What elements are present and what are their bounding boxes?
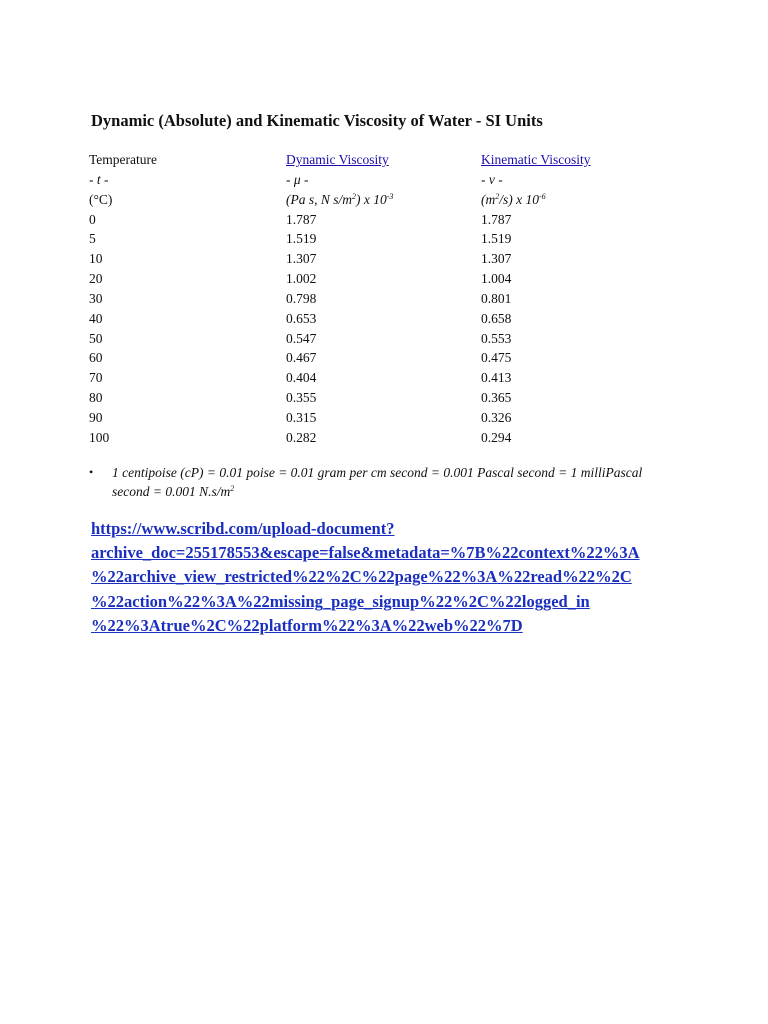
symbol-temperature: - t - xyxy=(89,171,109,187)
cell-temperature: 50 xyxy=(89,330,103,346)
cell-dynamic-viscosity: 1.307 xyxy=(286,251,317,267)
cell-kinematic-viscosity: 0.553 xyxy=(481,330,512,346)
table-row xyxy=(89,388,631,408)
cell-temperature: 0 xyxy=(89,211,96,227)
cell-kinematic-viscosity: 1.787 xyxy=(481,211,512,227)
bullet-icon: • xyxy=(89,465,94,479)
cell-dynamic-viscosity: 0.315 xyxy=(286,409,317,425)
unit-kinematic-square: 2 xyxy=(495,191,500,201)
cell-temperature: 20 xyxy=(89,271,103,287)
unit-temperature: (°C) xyxy=(89,191,113,207)
link-line[interactable]: %22archive_view_restricted%22%2C%22page%22%3A%22read%22%2C xyxy=(91,567,632,587)
table-header-row xyxy=(89,150,631,170)
cell-kinematic-viscosity: 0.658 xyxy=(481,310,512,326)
table-row xyxy=(89,249,631,269)
cell-temperature: 10 xyxy=(89,251,103,267)
cell-temperature: 5 xyxy=(89,231,96,247)
cell-dynamic-viscosity: 1.002 xyxy=(286,271,317,287)
cell-temperature: 70 xyxy=(89,370,103,386)
cell-dynamic-viscosity: 0.282 xyxy=(286,429,317,445)
unit-dynamic-after: ) x 10 xyxy=(356,191,387,207)
table-row xyxy=(89,329,631,349)
kinematic-viscosity-link[interactable]: Kinematic Viscosity xyxy=(481,152,591,167)
cell-kinematic-viscosity: 0.475 xyxy=(481,350,512,366)
cell-kinematic-viscosity: 1.307 xyxy=(481,251,512,267)
cell-temperature: 90 xyxy=(89,409,103,425)
table-unit-row xyxy=(89,190,631,210)
symbol-kinematic: - ν - xyxy=(481,171,503,187)
table-symbol-row xyxy=(89,170,631,190)
table-row xyxy=(89,309,631,329)
scribd-upload-link[interactable] xyxy=(91,517,691,638)
cell-kinematic-viscosity: 0.365 xyxy=(481,390,512,406)
cell-temperature: 100 xyxy=(89,429,110,445)
cell-dynamic-viscosity: 0.798 xyxy=(286,290,317,306)
unit-dynamic xyxy=(286,190,481,210)
unit-kinematic-exponent: -6 xyxy=(539,191,546,201)
link-line[interactable]: %22action%22%3A%22missing_page_signup%22%2C%22logged_in xyxy=(91,591,590,611)
symbol-dynamic: - μ - xyxy=(286,171,309,187)
cell-temperature: 80 xyxy=(89,390,103,406)
conversion-note xyxy=(89,463,672,501)
cell-kinematic-viscosity: 1.004 xyxy=(481,271,512,287)
document-title: Dynamic (Absolute) and Kinematic Viscosity of Water - SI Units xyxy=(91,111,543,130)
cell-dynamic-viscosity: 0.355 xyxy=(286,390,317,406)
cell-kinematic-viscosity: 0.413 xyxy=(481,370,512,386)
cell-dynamic-viscosity: 1.787 xyxy=(286,211,317,227)
cell-temperature: 60 xyxy=(89,350,103,366)
unit-kinematic-main: (m xyxy=(481,191,496,207)
conversion-note-square: 2 xyxy=(230,484,235,493)
cell-dynamic-viscosity: 0.467 xyxy=(286,350,317,366)
conversion-note-text: 1 centipoise (cP) = 0.01 poise = 0.01 gram per cm second = 0.001 Pascal second = 1 milliPascal second = 0.001 N.s/m xyxy=(112,465,643,499)
link-line[interactable]: https://www.scribd.com/upload-document? xyxy=(91,519,395,538)
table-row xyxy=(89,229,631,249)
dynamic-viscosity-link[interactable]: Dynamic Viscosity xyxy=(286,152,389,167)
unit-kinematic-after: /s) x 10 xyxy=(499,191,539,207)
cell-dynamic-viscosity: 0.653 xyxy=(286,310,317,326)
table-row xyxy=(89,348,631,368)
table-row xyxy=(89,408,631,428)
header-temperature: Temperature xyxy=(89,152,158,167)
unit-dynamic-exponent: -3 xyxy=(386,191,394,201)
cell-temperature: 30 xyxy=(89,290,103,306)
link-line[interactable]: %22%3Atrue%2C%22platform%22%3A%22web%22%7D xyxy=(91,615,523,635)
table-row xyxy=(89,210,631,230)
table-row xyxy=(89,289,631,309)
link-line[interactable]: archive_doc=255178553&escape=false&metadata=%7B%22context%22%3A xyxy=(91,543,640,563)
table-row xyxy=(89,269,631,289)
cell-dynamic-viscosity: 0.404 xyxy=(286,370,317,386)
unit-kinematic xyxy=(481,190,631,210)
unit-dynamic-main: (Pa s, N s/m xyxy=(286,191,353,207)
cell-dynamic-viscosity: 1.519 xyxy=(286,231,317,247)
cell-kinematic-viscosity: 1.519 xyxy=(481,231,512,247)
table-row xyxy=(89,428,631,448)
cell-kinematic-viscosity: 0.294 xyxy=(481,429,512,445)
cell-kinematic-viscosity: 0.326 xyxy=(481,409,512,425)
cell-dynamic-viscosity: 0.547 xyxy=(286,330,317,346)
viscosity-table xyxy=(89,150,631,448)
unit-dynamic-square: 2 xyxy=(352,191,357,201)
table-row xyxy=(89,368,631,388)
cell-temperature: 40 xyxy=(89,310,103,326)
cell-kinematic-viscosity: 0.801 xyxy=(481,290,512,306)
